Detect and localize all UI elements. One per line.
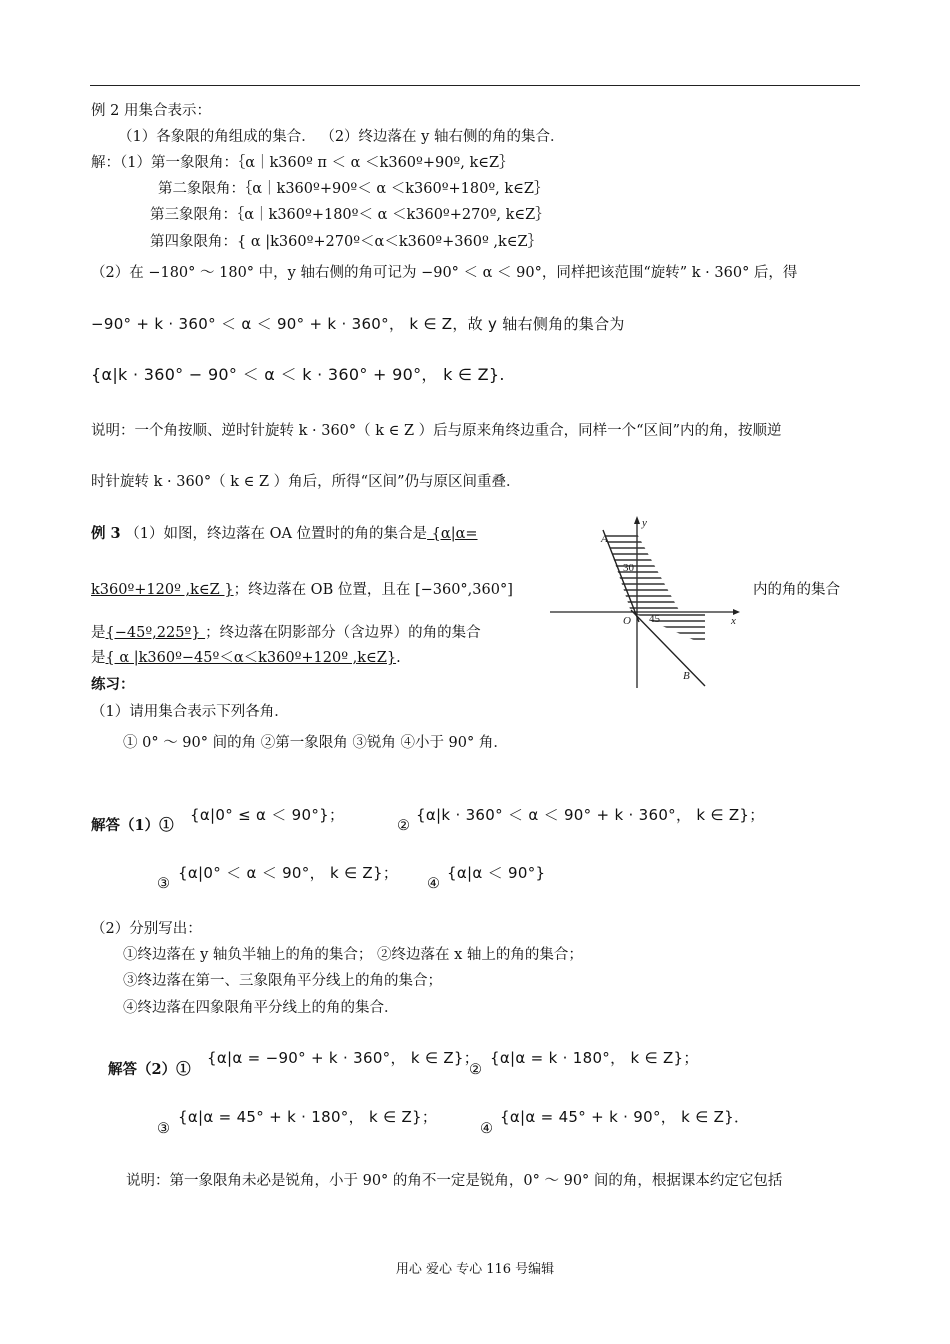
shaded-region-lower	[631, 615, 710, 639]
shaded-region-upper	[600, 536, 685, 608]
example2-question: （1）各象限的角组成的集合． （2）终边落在 y 轴右侧的角的集合．	[118, 129, 565, 145]
example3-line4-prefix: 是	[91, 650, 106, 666]
answer1-b: {α|k · 360° ＜ α ＜ 90° + k · 360°， k ∈ Z}；	[416, 806, 765, 824]
practice-note: 说明：第一象限角未必是锐角，小于 90° 的角不一定是锐角，0° ～ 90° 间的角，根据课本约定它包括	[126, 1173, 783, 1189]
ray-oa	[603, 530, 639, 622]
answer2-b: {α|α = k · 180°， k ∈ Z}；	[490, 1049, 699, 1067]
angle-figure	[545, 512, 745, 694]
example3-line1	[91, 524, 478, 544]
solution-q1-line2: 第二象限角：｛α｜k360º+90º＜ α ＜k360º+180º, k∈Z｝	[158, 181, 549, 197]
practice-title: 练习：	[91, 676, 135, 693]
header-rule	[90, 85, 860, 86]
answer1-c: {α|0° ＜ α ＜ 90°， k ∈ Z}；	[178, 864, 399, 882]
answer2-b-number: ②	[469, 1062, 482, 1078]
note-line2: 时针旋转 k · 360°（ k ∈ Z ）角后，所得“区间”仍与原区间重叠．	[91, 474, 521, 490]
practice-q2-item-3: ③终边落在第一、三象限角平分线上的角的集合；	[123, 973, 442, 989]
example3-line2-text: ；终边落在 OB 位置，且在 [−360°,360°]	[233, 582, 513, 598]
example3-line2-end: 内的角的集合	[753, 582, 840, 598]
angle-label-a: 30	[623, 562, 634, 574]
answer1-label: 解答（1）①	[91, 817, 174, 834]
y-axis-label: y	[642, 517, 647, 529]
answer1-a: {α|0° ≤ α ＜ 90°}；	[190, 806, 345, 824]
practice-q2-items-1-2: ①终边落在 y 轴负半轴上的角的集合； ②终边落在 x 轴上的角的集合；	[123, 947, 583, 963]
y-axis-arrow	[634, 516, 640, 524]
note-line1: 说明：一个角按顺、逆时针旋转 k · 360°（ k ∈ Z ）后与原来角终边重合，同样一个“区间”内的角，按顺逆	[91, 423, 782, 439]
example3-answer-oa-part2: k360º+120º ,k∈Z }	[91, 582, 234, 598]
solution-q2-line1: （2）在 −180° ～ 180° 中，y 轴右侧的角可记为 −90° ＜ α ＜ 90°，同样把该范围“旋转” k · 360° 后，得	[91, 265, 798, 281]
point-label-a: A	[601, 533, 608, 545]
solution-q1-line4: 第四象限角：{ α |k360º+270º＜α＜k360º+360º ,k∈Z｝	[150, 234, 543, 250]
example3-line4	[91, 648, 401, 668]
point-label-b: B	[683, 670, 690, 682]
solution-q1-line3: 第三象限角：｛α｜k360º+180º＜ α ＜k360º+270º, k∈Z｝	[150, 207, 550, 223]
solution-q2-inequality: −90° + k · 360° ＜ α ＜ 90° + k · 360°， k ∈ Z，故 y 轴右侧角的集合为	[91, 315, 625, 333]
example3-answer-ob: {−45º,225º}	[105, 625, 206, 641]
origin-label: O	[623, 615, 631, 627]
solution-q2-set: {α|k · 360° − 90° ＜ α ＜ k · 360° + 90°， k ∈ Z}.	[91, 365, 505, 384]
answer1-d-number: ④	[427, 876, 440, 892]
page-footer: 用心 爱心 专心 116 号编辑	[395, 1262, 555, 1277]
answer2-c-number: ③	[157, 1121, 170, 1137]
answer2-d-number: ④	[480, 1121, 493, 1137]
answer1-c-number: ③	[157, 876, 170, 892]
answer2-a: {α|α = −90° + k · 360°， k ∈ Z}；	[207, 1049, 480, 1067]
example3-line3-text: ；终边落在阴影部分（含边界）的角的集合	[205, 625, 481, 641]
example2-title: 例 2 用集合表示：	[91, 103, 211, 119]
answer1-d: {α|α ＜ 90°}	[447, 864, 546, 882]
example3-answer-oa-part1: {α|α=	[427, 526, 478, 542]
example3-answer-shaded: { α |k360º−45º＜α＜k360º+120º ,k∈Z}	[105, 650, 397, 666]
example3-line4-period: .	[396, 650, 401, 666]
answer2-c: {α|α = 45° + k · 180°， k ∈ Z}；	[178, 1108, 438, 1126]
x-axis-label: x	[731, 615, 736, 627]
example3-line1-text: （1）如图，终边落在 OA 位置时的角的集合是	[125, 526, 428, 542]
practice-q2-item-4: ④终边落在四象限角平分线上的角的集合．	[123, 1000, 399, 1016]
solution-q1-line1: 解：（1）第一象限角：｛α｜k360º π ＜ α ＜k360º+90º, k∈Z｝	[91, 155, 514, 171]
answer2-label: 解答（2）①	[108, 1061, 191, 1078]
answer1-b-number: ②	[397, 818, 410, 834]
practice-q2: （2）分别写出：	[91, 921, 202, 937]
practice-q1-items: ① 0° ～ 90° 间的角 ②第一象限角 ③锐角 ④小于 90° 角．	[123, 735, 508, 751]
example3-line3	[91, 623, 481, 643]
angle-label-b: 45	[649, 613, 660, 625]
example3-label: 例 3	[91, 525, 121, 542]
practice-q1: （1）请用集合表示下列各角．	[91, 704, 289, 720]
answer2-d: {α|α = 45° + k · 90°， k ∈ Z}．	[500, 1108, 750, 1126]
example3-line3-prefix: 是	[91, 625, 106, 641]
example3-line2	[91, 580, 513, 600]
